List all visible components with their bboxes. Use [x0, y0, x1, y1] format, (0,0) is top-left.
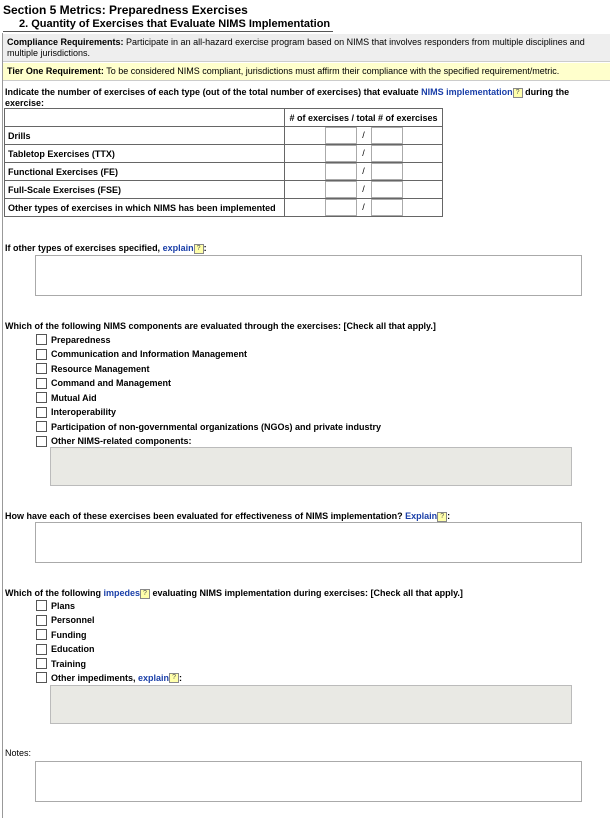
checkbox[interactable]	[36, 629, 47, 640]
row-label: Drills	[5, 127, 285, 145]
other-impediments-label: Other impediments,	[51, 672, 136, 683]
checkbox-label: Command and Management	[51, 378, 172, 388]
checkbox-item[interactable]	[36, 334, 111, 345]
separator: /	[362, 183, 365, 194]
checkbox[interactable]	[36, 392, 47, 403]
checkbox-label: Participation of non-governmental organizations (NGOs) and private industry	[51, 421, 382, 432]
components-question: Which of the following NIMS components are evaluated through the exercises: [Check all that apply.]	[5, 321, 436, 331]
checkbox-other-impediments[interactable]	[36, 672, 182, 683]
checkbox-item[interactable]	[36, 615, 95, 626]
help-icon[interactable]: ?	[194, 244, 204, 254]
checkbox-item[interactable]	[36, 392, 97, 403]
checkbox[interactable]	[36, 600, 47, 611]
help-icon[interactable]: ?	[437, 512, 447, 522]
checkbox-label: Preparedness	[51, 334, 111, 345]
help-icon[interactable]: ?	[513, 88, 523, 98]
checkbox-item[interactable]	[36, 658, 86, 669]
explain-link[interactable]: Explain	[405, 511, 438, 521]
checkbox-label: Interoperability	[51, 407, 117, 417]
colon: :	[179, 672, 183, 683]
table-row	[5, 163, 443, 181]
checkbox[interactable]	[36, 421, 47, 432]
evaluation-textarea[interactable]	[35, 522, 582, 563]
table-row	[5, 127, 443, 145]
q1-text: Indicate the number of exercises of each type (out of the total number of exercises) that evaluate	[5, 87, 422, 97]
total-input[interactable]	[371, 199, 403, 216]
other-components-textarea[interactable]	[50, 447, 572, 486]
checkbox-item[interactable]	[36, 349, 247, 360]
checkbox-label: Plans	[51, 600, 76, 611]
column-header: # of exercises / total # of exercises	[285, 109, 443, 127]
checkbox[interactable]	[36, 436, 47, 447]
checkbox-item[interactable]	[36, 644, 95, 655]
total-input[interactable]	[371, 181, 403, 198]
q2-text: If other types of exercises specified,	[5, 243, 163, 253]
q5-text-end: evaluating NIMS implementation during exercises: [Check all that apply.]	[150, 588, 463, 598]
notes-label: Notes:	[5, 748, 32, 758]
q5-text: Which of the following	[5, 588, 104, 598]
exercises-input[interactable]	[325, 199, 357, 216]
checkbox-label: Funding	[51, 629, 87, 640]
checkbox[interactable]	[36, 349, 47, 360]
impedes-link[interactable]: impedes	[103, 588, 140, 598]
exercise-table	[4, 108, 443, 217]
q4-text: How have each of these exercises been evaluated for effectiveness of NIMS implementation?	[5, 511, 406, 521]
separator: /	[362, 147, 365, 158]
section-title: Section 5 Metrics: Preparedness Exercises	[3, 3, 248, 17]
impedes-question	[5, 588, 463, 599]
checkbox-item[interactable]	[36, 629, 87, 640]
exercises-input[interactable]	[325, 163, 357, 180]
nims-implementation-link[interactable]: NIMS implementation	[421, 87, 513, 97]
q1-text-end: during the exercise:	[5, 87, 570, 108]
separator: /	[362, 129, 365, 140]
separator: /	[362, 165, 365, 176]
notes-textarea[interactable]	[35, 761, 582, 802]
compliance-requirements	[3, 34, 610, 62]
checkbox-label: Education	[51, 644, 95, 654]
checkbox-label: Personnel	[51, 615, 95, 625]
row-label: Full-Scale Exercises (FSE)	[5, 181, 285, 199]
checkbox[interactable]	[36, 363, 47, 374]
row-label: Tabletop Exercises (TTX)	[5, 145, 285, 163]
q4-colon: :	[447, 511, 451, 521]
checkbox-label: Resource Management	[51, 363, 150, 374]
tier-text: To be considered NIMS compliant, jurisdictions must affirm their compliance with the specified requirement/metric.	[103, 66, 560, 76]
table-row	[5, 199, 443, 217]
compliance-label: Compliance Requirements:	[7, 37, 124, 47]
total-input[interactable]	[371, 127, 403, 144]
left-border	[2, 33, 3, 818]
checkbox-label: Communication and Information Management	[51, 349, 248, 359]
checkbox[interactable]	[36, 644, 47, 655]
explain-link[interactable]: explain	[138, 672, 170, 683]
checkbox-item[interactable]	[36, 378, 171, 389]
help-icon[interactable]: ?	[169, 673, 179, 683]
total-input[interactable]	[371, 145, 403, 162]
other-types-textarea[interactable]	[35, 255, 582, 296]
subtitle-divider	[3, 31, 333, 32]
checkbox[interactable]	[36, 658, 47, 669]
tier-label: Tier One Requirement:	[7, 66, 104, 76]
checkbox-item[interactable]	[36, 407, 116, 418]
total-input[interactable]	[371, 163, 403, 180]
checkbox-item[interactable]	[36, 363, 150, 374]
row-label: Other types of exercises in which NIMS has been implemented	[5, 199, 285, 217]
explain-link[interactable]: explain	[162, 243, 194, 253]
help-icon[interactable]: ?	[140, 589, 150, 599]
checkbox[interactable]	[36, 615, 47, 626]
exercises-input[interactable]	[325, 145, 357, 162]
checkbox-label: Mutual Aid	[51, 392, 97, 403]
checkbox[interactable]	[36, 334, 47, 345]
checkbox[interactable]	[36, 407, 47, 418]
header-blank	[5, 109, 285, 127]
row-label: Functional Exercises (FE)	[5, 163, 285, 181]
checkbox[interactable]	[36, 378, 47, 389]
exercise-count-question	[5, 87, 600, 109]
other-impediments-textarea[interactable]	[50, 685, 572, 724]
exercises-input[interactable]	[325, 127, 357, 144]
checkbox-item[interactable]	[36, 600, 75, 611]
checkbox-item[interactable]	[36, 421, 381, 432]
metric-subtitle: 2. Quantity of Exercises that Evaluate NIMS Implementation	[19, 18, 331, 30]
table-row	[5, 181, 443, 199]
tier-one-requirement	[3, 63, 610, 81]
table-row	[5, 145, 443, 163]
checkbox-item[interactable]	[36, 436, 192, 447]
checkbox-label: Training	[51, 658, 87, 669]
other-types-question	[5, 243, 207, 254]
checkbox[interactable]	[36, 672, 47, 683]
separator: /	[362, 201, 365, 212]
q2-colon: :	[203, 243, 207, 253]
checkbox-label: Other NIMS-related components:	[51, 436, 192, 446]
exercises-input[interactable]	[325, 181, 357, 198]
evaluation-question	[5, 511, 450, 522]
compliance-text: Participate in an all-hazard exercise program based on NIMS that involves responders from multiple disciplines and multiple jurisdictions.	[7, 37, 585, 58]
